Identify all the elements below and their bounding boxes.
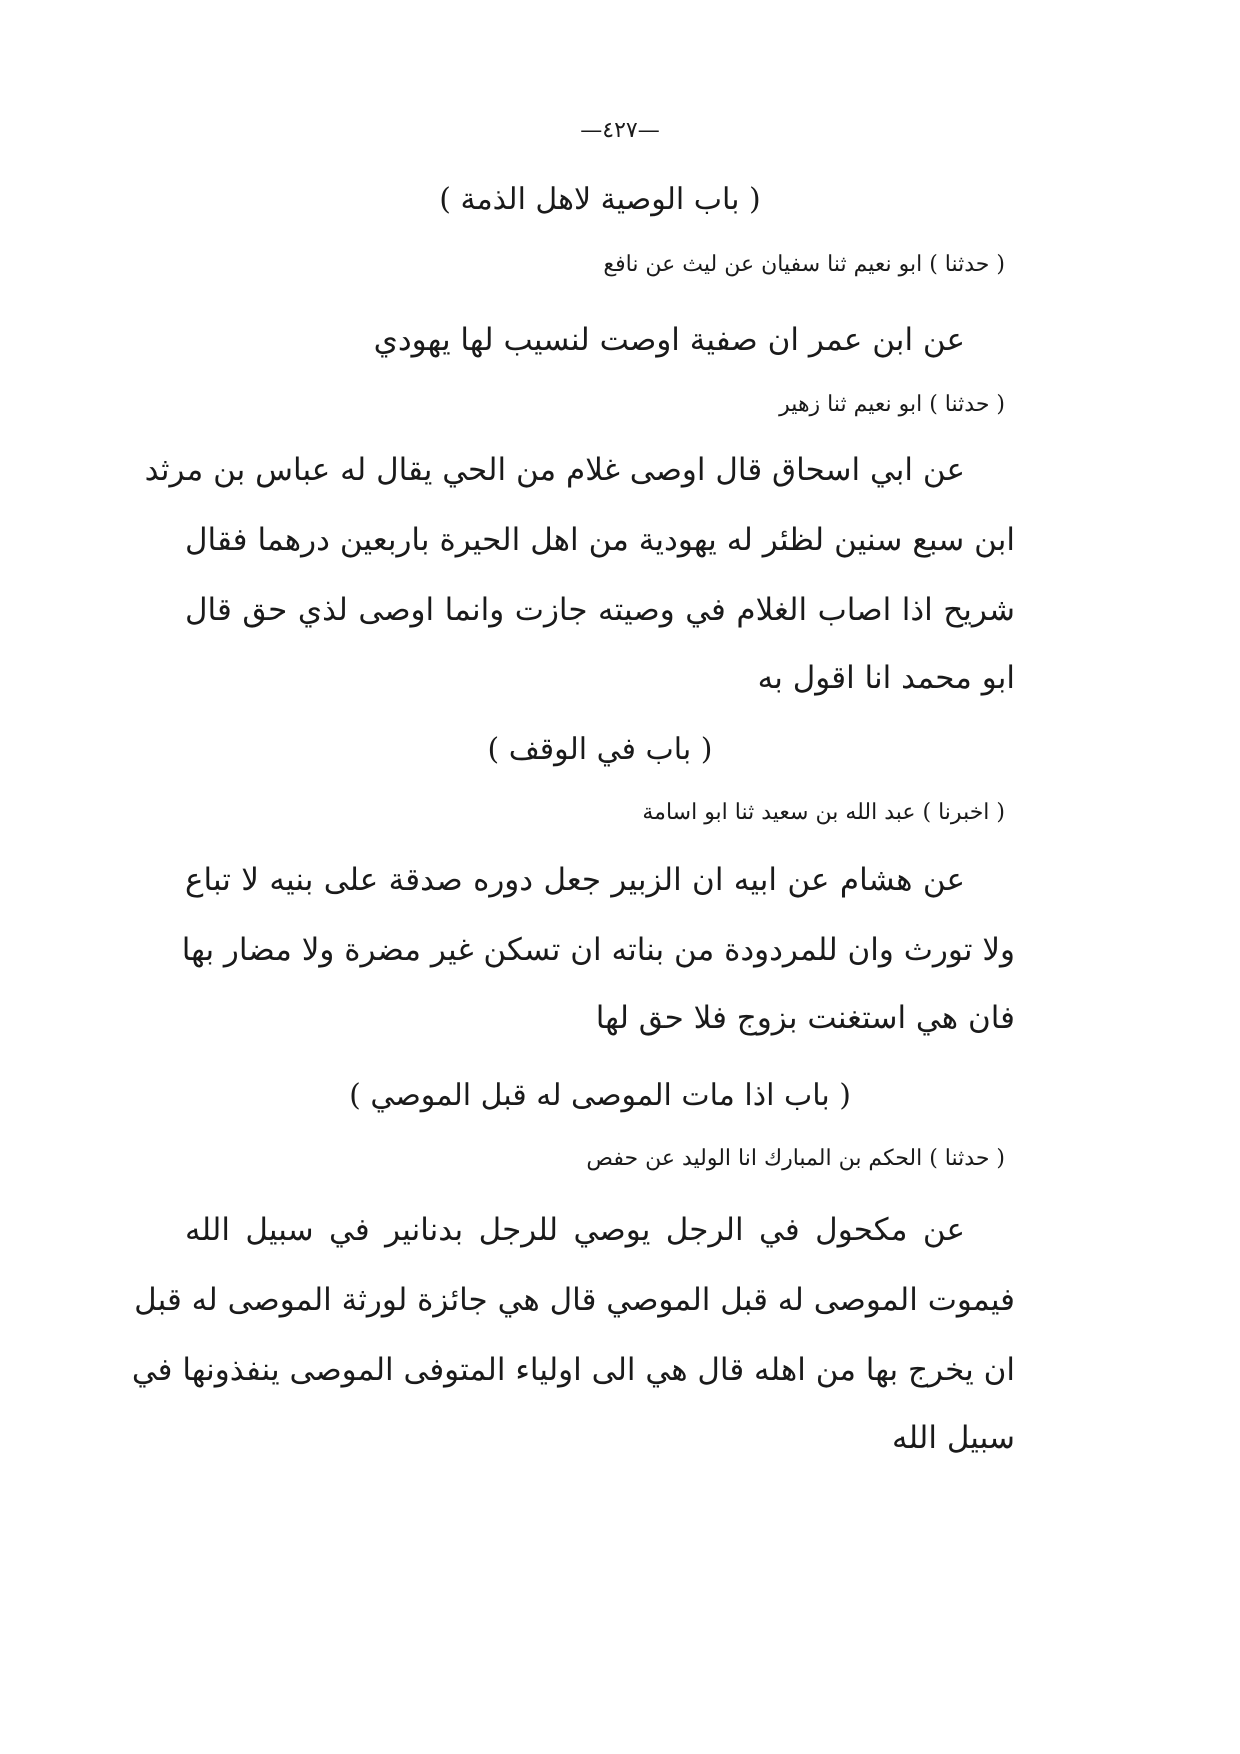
section-heading: ( باب الوصية لاهل الذمة ) [439, 182, 761, 217]
text-line: ابو محمد انا اقول به [757, 660, 1015, 696]
text-line: عن ابن عمر ان صفية اوصت لنسيب لها يهودي [373, 322, 965, 358]
page-number: —٤٢٧— [580, 118, 660, 143]
text-line: شريح اذا اصاب الغلام في وصيته جازت وانما اوصى لذي حق قال [185, 592, 1015, 628]
isnad-line: ( حدثنا ) الحكم بن المبارك انا الوليد عن حفص [586, 1146, 1005, 1171]
text-line: سبيل الله [892, 1420, 1015, 1456]
text-line: عن هشام عن ابيه ان الزبير جعل دوره صدقة على بنيه لا تباع [185, 862, 965, 898]
text-line: ان يخرج بها من اهله قال هي الى اولياء المتوفى الموصى ينفذونها في [131, 1352, 1015, 1388]
isnad-line: ( حدثنا ) ابو نعيم ثنا زهير [779, 392, 1005, 417]
text-line: عن ابي اسحاق قال اوصى غلام من الحي يقال له عباس بن مرثد [144, 452, 965, 488]
text-line: فان هي استغنت بزوج فلا حق لها [595, 1000, 1015, 1036]
text-line: ابن سبع سنين لظئر له يهودية من اهل الحيرة باربعين درهما فقال [185, 522, 1015, 558]
section-heading: ( باب اذا مات الموصى له قبل الموصي ) [349, 1078, 851, 1113]
section-heading: ( باب في الوقف ) [487, 732, 713, 767]
text-line: فيموت الموصى له قبل الموصي قال هي جائزة لورثة الموصى له قبل [134, 1282, 1015, 1318]
isnad-line: ( اخبرنا ) عبد الله بن سعيد ثنا ابو اسامة [642, 800, 1005, 825]
text-line: عن مكحول في الرجل يوصي للرجل بدنانير في سبيل الله [185, 1212, 965, 1248]
text-line: ولا تورث وان للمردودة من بناته ان تسكن غير مضرة ولا مضار بها [181, 932, 1015, 968]
isnad-line: ( حدثنا ) ابو نعيم ثنا سفيان عن ليث عن نافع [603, 252, 1005, 277]
